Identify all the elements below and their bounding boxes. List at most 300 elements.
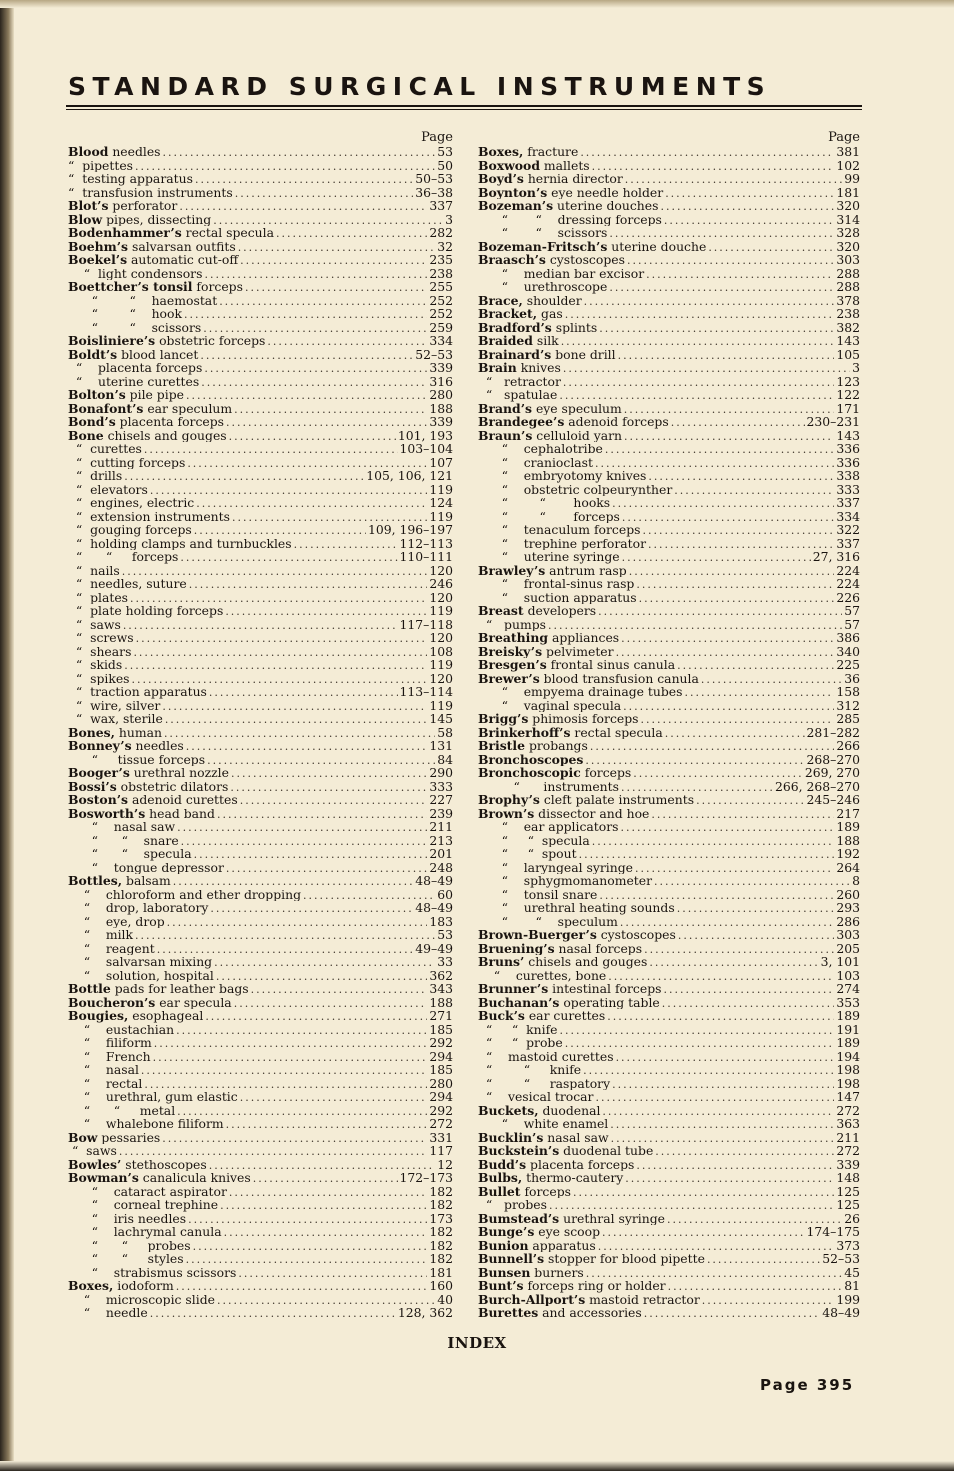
entry-text: [68, 1279, 174, 1293]
entry-text: [478, 388, 557, 402]
index-entry: [68, 820, 453, 834]
entry-subject: “ microscopic slide: [68, 1292, 215, 1306]
entry-page: 12: [437, 1157, 453, 1171]
dot-leader: [585, 754, 804, 767]
entry-page: 230–231: [806, 415, 860, 429]
index-entry: [68, 415, 453, 429]
entry-text: [478, 1090, 593, 1104]
entry-text: [68, 766, 229, 780]
entry-text: [68, 888, 301, 902]
entry-page: 245–246: [806, 793, 860, 807]
dot-leader: [665, 727, 805, 740]
entry-page: 288: [836, 266, 860, 280]
entry-page: 189: [836, 820, 860, 834]
index-entry: [68, 780, 453, 794]
entry-subject: “ spikes: [68, 671, 130, 685]
page-binding-shadow: [0, 0, 14, 1471]
entry-subject: “ French: [68, 1049, 151, 1063]
index-entry: [68, 550, 453, 564]
dot-leader: [219, 295, 427, 308]
index-entry: [478, 645, 860, 659]
entry-text: [68, 186, 233, 200]
entry-subject: iodoform: [113, 1279, 174, 1293]
dot-leader: [204, 268, 427, 281]
entry-text: [68, 982, 249, 996]
entry-subject: “ curettes, bone: [478, 968, 607, 982]
index-entry: [68, 442, 453, 456]
index-entry: [68, 645, 453, 659]
entry-text: [68, 618, 121, 632]
dot-leader: [586, 1267, 842, 1280]
entry-page: 160: [429, 1279, 453, 1293]
index-entry: [68, 577, 453, 591]
entry-subject: “ cranioclast: [478, 455, 594, 469]
dot-leader: [702, 1294, 835, 1307]
dot-leader: [573, 1186, 834, 1199]
entry-heading: Bozeman’s: [478, 199, 554, 213]
entry-subject: chisels and gouges: [524, 955, 648, 969]
entry-subject: “ urethral, gum elastic: [68, 1090, 238, 1104]
dot-leader: [579, 848, 835, 861]
entry-text: [478, 361, 561, 375]
entry-page: 239: [429, 806, 453, 820]
entry-page: 337: [429, 199, 453, 213]
entry-subject: “ empyema drainage tubes: [478, 685, 683, 699]
entry-page: 255: [429, 280, 453, 294]
entry-page: 3: [445, 212, 453, 226]
entry-text: [68, 820, 175, 834]
entry-page: 188: [429, 995, 453, 1009]
entry-subject: “ cephalotribe: [478, 442, 603, 456]
dot-leader: [651, 808, 834, 821]
entry-text: [68, 361, 202, 375]
entry-page: 303: [836, 928, 860, 942]
entry-page: 235: [429, 253, 453, 267]
entry-subject: forceps ring or holder: [523, 1279, 666, 1293]
entry-subject: “ lachrymal canula: [68, 1225, 222, 1239]
entry-page: 213: [429, 833, 453, 847]
entry-heading: Bronchoscopic: [478, 766, 581, 780]
index-entry: [478, 307, 860, 321]
dot-leader: [623, 700, 834, 713]
index-entry: [478, 928, 860, 942]
index-entry: [68, 1090, 453, 1104]
dot-leader: [549, 1199, 834, 1212]
dot-leader: [560, 1024, 835, 1037]
index-entry: [478, 442, 860, 456]
entry-subject: automatic cut-off: [127, 253, 239, 267]
entry-page: 45: [844, 1265, 860, 1279]
entry-page: 238: [836, 307, 860, 321]
entry-text: [478, 199, 658, 213]
entry-page: 189: [836, 1009, 860, 1023]
index-entry: [68, 1117, 453, 1131]
entry-subject: “ nails: [68, 563, 120, 577]
entry-page: 303: [836, 253, 860, 267]
entry-text: [68, 955, 212, 969]
dot-leader: [177, 1105, 427, 1118]
index-entry: [68, 874, 453, 888]
entry-heading: Bulbs,: [478, 1171, 523, 1185]
dot-leader: [612, 497, 834, 510]
entry-heading: Bunt’s: [478, 1279, 524, 1293]
entry-text: [478, 1279, 666, 1293]
entry-text: [68, 496, 194, 510]
entry-heading: Buchanan’s: [478, 995, 560, 1009]
entry-text: [68, 996, 232, 1010]
entry-text: [478, 699, 621, 713]
entry-subject: silk: [532, 334, 559, 348]
entry-text: [68, 1050, 151, 1064]
entry-text: [478, 348, 616, 362]
index-entry: [68, 1036, 453, 1050]
entry-subject: “ light condensors: [68, 266, 203, 280]
entry-subject: “ testing apparatus: [68, 172, 193, 186]
entry-subject: “ needles, suture: [68, 577, 187, 591]
entry-text: [478, 712, 639, 726]
entry-text: [478, 982, 661, 996]
dot-leader: [598, 605, 842, 618]
entry-page: 188: [836, 833, 860, 847]
entry-page: 120: [429, 631, 453, 645]
dot-leader: [622, 511, 834, 524]
entry-page: 122: [836, 388, 860, 402]
dot-leader: [150, 1307, 396, 1320]
entry-text: [68, 240, 236, 254]
index-entry: [68, 807, 453, 821]
entry-text: [478, 1104, 600, 1118]
entry-heading: Breathing: [478, 631, 549, 645]
index-entry: [478, 294, 860, 308]
dot-leader: [229, 1186, 427, 1199]
index-entry: [478, 942, 860, 956]
entry-text: [68, 1144, 117, 1158]
entry-subject: “ solution, hospital: [68, 968, 214, 982]
index-entry: [478, 658, 860, 672]
entry-page: 373: [836, 1238, 860, 1252]
entry-text: [478, 415, 669, 429]
entry-text: [478, 564, 627, 578]
entry-subject: “ needle: [68, 1306, 148, 1320]
entry-heading: Boucheron’s: [68, 995, 156, 1009]
entry-page: 286: [836, 914, 860, 928]
index-entry: [478, 672, 860, 686]
entry-text: [68, 847, 192, 861]
entry-subject: human: [114, 725, 162, 739]
entry-text: [68, 915, 165, 929]
entry-subject: needles: [131, 739, 184, 753]
dot-leader: [150, 484, 428, 497]
dot-leader: [624, 430, 834, 443]
dot-leader: [189, 578, 428, 591]
index-entry: [68, 847, 453, 861]
entry-text: [478, 1009, 605, 1023]
entry-heading: Breisky’s: [478, 644, 543, 658]
entry-page: 316: [429, 374, 453, 388]
index-entry: [478, 618, 860, 632]
entry-subject: “ elevators: [68, 482, 148, 496]
dot-leader: [186, 740, 428, 753]
entry-heading: Brigg’s: [478, 712, 529, 726]
entry-text: [478, 969, 606, 983]
entry-subject: perforator: [108, 199, 178, 213]
index-entry: [68, 361, 453, 375]
dot-leader: [685, 686, 835, 699]
index-entry: [68, 955, 453, 969]
dot-leader: [144, 1078, 427, 1091]
entry-text: [68, 523, 192, 537]
entry-subject: “ “ specula: [478, 833, 590, 847]
entry-page: 182: [429, 1252, 453, 1266]
entry-subject: “ screws: [68, 631, 134, 645]
entry-text: [68, 550, 178, 564]
dot-leader: [162, 700, 427, 713]
entry-text: [68, 874, 171, 888]
entry-page: 125: [836, 1184, 860, 1198]
entry-subject: “ skids: [68, 658, 123, 672]
entry-page: 337: [836, 496, 860, 510]
dot-leader: [633, 767, 803, 780]
entry-page: 52–53: [822, 1252, 860, 1266]
entry-subject: pile pipe: [125, 388, 184, 402]
entry-text: [68, 753, 205, 767]
dot-leader: [607, 1010, 834, 1023]
dot-leader: [217, 808, 427, 821]
entry-subject: “ engines, electric: [68, 496, 195, 510]
entry-page: 8: [852, 874, 860, 888]
dot-leader: [226, 416, 427, 429]
entry-page: 280: [429, 1076, 453, 1090]
entry-text: [68, 942, 155, 956]
entry-subject: blood lancet: [117, 347, 199, 361]
dot-leader: [153, 1051, 428, 1064]
entry-text: [68, 415, 224, 429]
entry-page: 113–114: [399, 685, 453, 699]
entry-subject: gas: [537, 307, 563, 321]
entry-page: 266: [836, 739, 860, 753]
index-entry: [68, 591, 453, 605]
index-entry: [478, 685, 860, 699]
entry-subject: “ retractor: [478, 374, 561, 388]
entry-subject: “ extension instruments: [68, 509, 230, 523]
index-entry: [68, 537, 453, 551]
entry-text: [478, 793, 694, 807]
entry-text: [68, 226, 274, 240]
entry-subject: celluloid yarn: [532, 428, 623, 442]
index-entry: [68, 1050, 453, 1064]
dot-leader: [642, 524, 834, 537]
entry-page: 201: [429, 847, 453, 861]
entry-page: 181: [836, 185, 860, 199]
page-bottom-edge: [0, 1461, 954, 1471]
entry-text: [68, 172, 193, 186]
dot-leader: [167, 916, 428, 929]
index-entry: [478, 1266, 860, 1280]
index-entry: [478, 402, 860, 416]
entry-heading: Braasch’s: [478, 253, 546, 267]
index-entry: [478, 523, 860, 537]
dot-leader: [592, 835, 835, 848]
dot-leader: [620, 916, 834, 929]
index-entry: [68, 685, 453, 699]
dot-leader: [232, 511, 427, 524]
entry-subject: “ spatulae: [478, 388, 558, 402]
dot-leader: [608, 970, 834, 983]
entry-heading: Bumstead’s: [478, 1211, 560, 1225]
entry-subject: “ mastoid curettes: [478, 1049, 614, 1063]
entry-subject: shoulder: [522, 293, 582, 307]
index-entry: [478, 483, 860, 497]
entry-text: [478, 1198, 547, 1212]
index-entry: [68, 226, 453, 240]
entry-page: 259: [429, 320, 453, 334]
entry-text: [478, 861, 633, 875]
entry-subject: chisels and gouges: [103, 428, 227, 442]
entry-subject: “ iris needles: [68, 1211, 187, 1225]
dot-leader: [655, 1145, 834, 1158]
dot-leader: [132, 673, 428, 686]
dot-leader: [204, 362, 427, 375]
dot-leader: [595, 1091, 834, 1104]
entry-page: 211: [836, 1130, 860, 1144]
entry-subject: “ suction apparatus: [478, 590, 637, 604]
entry-page: 334: [429, 334, 453, 348]
entry-text: [68, 834, 179, 848]
entry-text: [68, 280, 243, 294]
entry-text: [68, 1077, 142, 1091]
entry-subject: developers: [523, 604, 597, 618]
entry-text: [68, 1131, 160, 1145]
entry-subject: “ tenaculum forceps: [478, 523, 641, 537]
entry-text: [478, 1212, 665, 1226]
entry-heading: Bottles,: [68, 874, 123, 888]
index-entry: [478, 1185, 860, 1199]
index-label: INDEX: [447, 1334, 507, 1352]
dot-leader: [583, 1064, 834, 1077]
entry-subject: stethoscopes: [121, 1157, 207, 1171]
page-top-edge: [0, 0, 954, 8]
index-entry: [478, 604, 860, 618]
dot-leader: [173, 875, 413, 888]
entry-text: [478, 483, 672, 497]
entry-text: [68, 699, 160, 713]
dot-leader: [234, 997, 428, 1010]
title-rule-thin: [66, 109, 862, 110]
entry-heading: Bunion: [478, 1238, 529, 1252]
index-entry: [68, 1279, 453, 1293]
index-entry: [478, 753, 860, 767]
entry-subject: “ reagent: [68, 941, 155, 955]
entry-text: [478, 1063, 581, 1077]
dot-leader: [194, 848, 428, 861]
dot-leader: [592, 160, 835, 173]
entry-text: [68, 1225, 222, 1239]
dot-leader: [235, 187, 414, 200]
entry-subject: hernia director: [523, 172, 623, 186]
entry-text: [478, 780, 619, 794]
entry-heading: Bow: [68, 1130, 98, 1144]
dot-leader: [201, 376, 427, 389]
index-entry: [68, 348, 453, 362]
dot-leader: [130, 592, 427, 605]
entry-subject: “ sphygmomanometer: [478, 874, 653, 888]
entry-page: 386: [836, 631, 860, 645]
index-entry: [68, 699, 453, 713]
entry-subject: “ “ specula: [68, 847, 192, 861]
dot-leader: [563, 362, 850, 375]
index-entry: [68, 739, 453, 753]
entry-subject: “ plate holding forceps: [68, 604, 224, 618]
entry-heading: Blot’s: [68, 199, 109, 213]
entry-page: 58: [437, 725, 453, 739]
index-entry: [68, 294, 453, 308]
entry-subject: probangs: [525, 739, 588, 753]
entry-subject: “ “ scissors: [478, 226, 608, 240]
index-entry: [68, 996, 453, 1010]
entry-text: [478, 1144, 653, 1158]
index-entry: [478, 847, 860, 861]
entry-subject: “ trephine perforator: [478, 536, 646, 550]
entry-text: [68, 267, 202, 281]
entry-text: [478, 469, 646, 483]
index-entry: [478, 1239, 860, 1253]
entry-text: [478, 685, 683, 699]
dot-leader: [662, 997, 835, 1010]
dot-leader: [622, 551, 811, 564]
index-entry: [68, 1198, 453, 1212]
dot-leader: [229, 430, 396, 443]
entry-page: 188: [429, 401, 453, 415]
dot-leader: [561, 335, 835, 348]
entry-heading: Boynton’s: [478, 185, 548, 199]
entry-page: 225: [836, 658, 860, 672]
entry-text: [68, 1266, 236, 1280]
entry-page: 281–282: [806, 725, 860, 739]
entry-page: 260: [836, 887, 860, 901]
entry-subject: “ “ forceps: [68, 550, 179, 564]
entry-page: 123: [836, 374, 860, 388]
dot-leader: [240, 1091, 428, 1104]
entry-text: [478, 888, 597, 902]
dot-leader: [602, 1226, 804, 1239]
entry-text: [68, 564, 120, 578]
dot-leader: [188, 1213, 427, 1226]
entry-text: [68, 1198, 218, 1212]
index-entry: [478, 834, 860, 848]
dot-leader: [165, 713, 428, 726]
dot-leader: [231, 767, 427, 780]
dot-leader: [164, 727, 435, 740]
entry-page: 264: [836, 860, 860, 874]
entry-text: [478, 442, 603, 456]
entry-page: 120: [429, 563, 453, 577]
entry-text: [478, 901, 675, 915]
dot-leader: [207, 754, 435, 767]
index-entry: [68, 1225, 453, 1239]
dot-leader: [612, 1078, 834, 1091]
entry-text: [68, 604, 223, 618]
dot-leader: [609, 227, 834, 240]
dot-leader: [141, 1064, 427, 1077]
entry-page: 48–49: [415, 874, 453, 888]
entry-page: 205: [836, 941, 860, 955]
dot-leader: [179, 200, 427, 213]
entry-subject: ear specula: [155, 995, 232, 1009]
entry-subject: “ salvarsan mixing: [68, 955, 213, 969]
entry-page: 57: [844, 617, 860, 631]
entry-heading: Bond’s: [68, 415, 116, 429]
index-entry: [68, 1212, 453, 1226]
